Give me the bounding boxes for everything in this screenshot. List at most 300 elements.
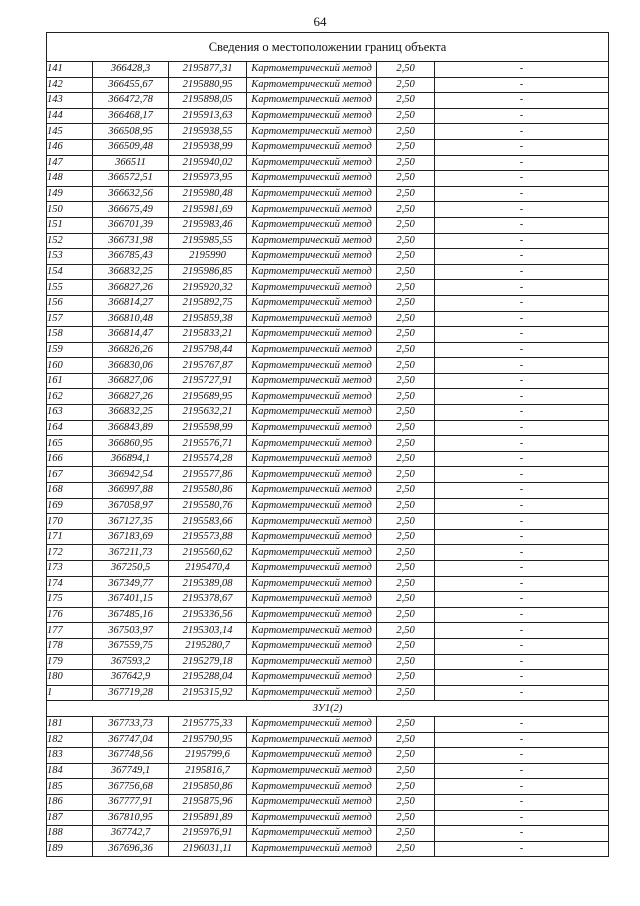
coord-x-cell: 366455,67: [93, 77, 169, 93]
point-number-cell: 177: [47, 623, 93, 639]
description-cell: -: [435, 77, 609, 93]
coord-x-cell: 366894,1: [93, 451, 169, 467]
coord-x-cell: 366572,51: [93, 171, 169, 187]
point-number-cell: 178: [47, 638, 93, 654]
precision-cell: 2,50: [377, 358, 435, 374]
precision-cell: 2,50: [377, 826, 435, 842]
table-row: [47, 716, 609, 732]
description-cell: -: [435, 342, 609, 358]
description-cell: -: [435, 763, 609, 779]
method-cell: Картометрический метод: [247, 108, 377, 124]
table-row: [47, 498, 609, 514]
description-cell: -: [435, 233, 609, 249]
point-number-cell: 167: [47, 467, 93, 483]
point-number-cell: 151: [47, 217, 93, 233]
point-number-cell: 144: [47, 108, 93, 124]
point-number-cell: 181: [47, 716, 93, 732]
method-cell: Картометрический метод: [247, 295, 377, 311]
description-cell: -: [435, 249, 609, 265]
point-number-cell: 174: [47, 576, 93, 592]
coord-x-cell: 367250,5: [93, 561, 169, 577]
point-number-cell: 148: [47, 171, 93, 187]
precision-cell: 2,50: [377, 529, 435, 545]
method-cell: Картометрический метод: [247, 810, 377, 826]
precision-cell: 2,50: [377, 514, 435, 530]
coord-x-cell: 366731,98: [93, 233, 169, 249]
table-row: [47, 436, 609, 452]
coord-y-cell: 2195279,18: [169, 654, 247, 670]
table-row: [47, 576, 609, 592]
method-cell: Картометрический метод: [247, 716, 377, 732]
precision-cell: 2,50: [377, 202, 435, 218]
point-number-cell: 165: [47, 436, 93, 452]
boundary-table: [46, 32, 609, 857]
point-number-cell: 169: [47, 498, 93, 514]
description-cell: -: [435, 576, 609, 592]
point-number-cell: 173: [47, 561, 93, 577]
method-cell: Картометрический метод: [247, 654, 377, 670]
coord-y-cell: 2195378,67: [169, 592, 247, 608]
coord-x-cell: 366511: [93, 155, 169, 171]
coord-x-cell: 367642,9: [93, 670, 169, 686]
table-row: [47, 732, 609, 748]
table-row: [47, 62, 609, 78]
coord-y-cell: 2195560,62: [169, 545, 247, 561]
method-cell: Картометрический метод: [247, 77, 377, 93]
coord-x-cell: 366810,48: [93, 311, 169, 327]
table-row: [47, 389, 609, 405]
coord-x-cell: 366472,78: [93, 93, 169, 109]
table-row: [47, 295, 609, 311]
precision-cell: 2,50: [377, 732, 435, 748]
coord-y-cell: 2195727,91: [169, 373, 247, 389]
precision-cell: 2,50: [377, 623, 435, 639]
coord-x-cell: 366468,17: [93, 108, 169, 124]
coord-y-cell: 2195892,75: [169, 295, 247, 311]
precision-cell: 2,50: [377, 171, 435, 187]
table-row: [47, 186, 609, 202]
description-cell: -: [435, 311, 609, 327]
description-cell: -: [435, 529, 609, 545]
table-row: [47, 420, 609, 436]
coord-y-cell: 2195389,08: [169, 576, 247, 592]
coord-x-cell: 366814,47: [93, 327, 169, 343]
point-number-cell: 159: [47, 342, 93, 358]
coord-x-cell: 367211,73: [93, 545, 169, 561]
point-number-cell: 149: [47, 186, 93, 202]
point-number-cell: 186: [47, 794, 93, 810]
coord-y-cell: 2195767,87: [169, 358, 247, 374]
point-number-cell: 187: [47, 810, 93, 826]
precision-cell: 2,50: [377, 327, 435, 343]
coord-y-cell: 2195990: [169, 249, 247, 265]
description-cell: -: [435, 280, 609, 296]
description-cell: -: [435, 467, 609, 483]
coord-y-cell: 2195980,48: [169, 186, 247, 202]
method-cell: Картометрический метод: [247, 389, 377, 405]
method-cell: Картометрический метод: [247, 794, 377, 810]
method-cell: Картометрический метод: [247, 342, 377, 358]
method-cell: Картометрический метод: [247, 171, 377, 187]
coord-x-cell: 366826,26: [93, 342, 169, 358]
coord-y-cell: 2195875,96: [169, 794, 247, 810]
table-row: [47, 202, 609, 218]
coord-x-cell: 367401,15: [93, 592, 169, 608]
description-cell: -: [435, 592, 609, 608]
precision-cell: 2,50: [377, 264, 435, 280]
coord-y-cell: 2195573,88: [169, 529, 247, 545]
method-cell: Картометрический метод: [247, 311, 377, 327]
table-row: [47, 592, 609, 608]
table-row: [47, 483, 609, 499]
coord-x-cell: 367756,68: [93, 779, 169, 795]
point-number-cell: 160: [47, 358, 93, 374]
point-number-cell: 143: [47, 93, 93, 109]
description-cell: -: [435, 389, 609, 405]
coord-x-cell: 367503,97: [93, 623, 169, 639]
table-row: [47, 748, 609, 764]
precision-cell: 2,50: [377, 576, 435, 592]
coord-y-cell: 2195580,76: [169, 498, 247, 514]
point-number-cell: 155: [47, 280, 93, 296]
precision-cell: 2,50: [377, 186, 435, 202]
page-number: 64: [313, 14, 327, 29]
method-cell: Картометрический метод: [247, 638, 377, 654]
coord-x-cell: 367747,04: [93, 732, 169, 748]
method-cell: Картометрический метод: [247, 264, 377, 280]
coord-y-cell: 2195580,86: [169, 483, 247, 499]
point-number-cell: 154: [47, 264, 93, 280]
precision-cell: 2,50: [377, 373, 435, 389]
description-cell: -: [435, 327, 609, 343]
point-number-cell: 150: [47, 202, 93, 218]
coord-y-cell: 2195583,66: [169, 514, 247, 530]
description-cell: -: [435, 93, 609, 109]
coord-x-cell: 366701,39: [93, 217, 169, 233]
coord-y-cell: 2195470,4: [169, 561, 247, 577]
precision-cell: 2,50: [377, 77, 435, 93]
coord-y-cell: 2195859,38: [169, 311, 247, 327]
coord-x-cell: 367719,28: [93, 685, 169, 701]
coord-y-cell: 2195877,31: [169, 62, 247, 78]
precision-cell: 2,50: [377, 108, 435, 124]
coord-y-cell: 2195689,95: [169, 389, 247, 405]
precision-cell: 2,50: [377, 810, 435, 826]
table-row: [47, 607, 609, 623]
point-number-cell: 1: [47, 685, 93, 701]
precision-cell: 2,50: [377, 155, 435, 171]
section-row: [47, 701, 609, 717]
coord-x-cell: 366830,06: [93, 358, 169, 374]
point-number-cell: 153: [47, 249, 93, 265]
precision-cell: 2,50: [377, 124, 435, 140]
coord-x-cell: 367742,7: [93, 826, 169, 842]
table-row: [47, 217, 609, 233]
table-row: [47, 794, 609, 810]
coord-x-cell: 367593,2: [93, 654, 169, 670]
method-cell: Картометрический метод: [247, 763, 377, 779]
description-cell: -: [435, 670, 609, 686]
point-number-cell: 171: [47, 529, 93, 545]
method-cell: Картометрический метод: [247, 124, 377, 140]
table-row: [47, 358, 609, 374]
point-number-cell: 172: [47, 545, 93, 561]
description-cell: -: [435, 638, 609, 654]
description-cell: -: [435, 139, 609, 155]
table-row: [47, 280, 609, 296]
precision-cell: 2,50: [377, 841, 435, 857]
method-cell: Картометрический метод: [247, 93, 377, 109]
table-row: [47, 561, 609, 577]
description-cell: -: [435, 794, 609, 810]
description-cell: -: [435, 716, 609, 732]
table-row: [47, 514, 609, 530]
coord-y-cell: 2195280,7: [169, 638, 247, 654]
table-row: [47, 342, 609, 358]
precision-cell: 2,50: [377, 638, 435, 654]
precision-cell: 2,50: [377, 545, 435, 561]
table-row: [47, 171, 609, 187]
table-row: [47, 249, 609, 265]
method-cell: Картометрический метод: [247, 623, 377, 639]
precision-cell: 2,50: [377, 93, 435, 109]
method-cell: Картометрический метод: [247, 670, 377, 686]
table-row: [47, 779, 609, 795]
table-title-row: [47, 33, 609, 62]
method-cell: Картометрический метод: [247, 467, 377, 483]
description-cell: -: [435, 264, 609, 280]
method-cell: Картометрический метод: [247, 685, 377, 701]
coord-y-cell: 2195913,63: [169, 108, 247, 124]
description-cell: -: [435, 545, 609, 561]
precision-cell: 2,50: [377, 467, 435, 483]
section-label: ЗУ1(2): [47, 701, 609, 717]
precision-cell: 2,50: [377, 280, 435, 296]
coord-x-cell: 367810,95: [93, 810, 169, 826]
point-number-cell: 157: [47, 311, 93, 327]
method-cell: Картометрический метод: [247, 420, 377, 436]
table-row: [47, 685, 609, 701]
precision-cell: 2,50: [377, 389, 435, 405]
table-title: Сведения о местоположении границ объекта: [47, 33, 609, 62]
coord-y-cell: 2195986,85: [169, 264, 247, 280]
point-number-cell: 176: [47, 607, 93, 623]
method-cell: Картометрический метод: [247, 62, 377, 78]
coord-y-cell: 2195576,71: [169, 436, 247, 452]
coord-y-cell: 2195632,21: [169, 405, 247, 421]
table-row: [47, 529, 609, 545]
precision-cell: 2,50: [377, 139, 435, 155]
method-cell: Картометрический метод: [247, 373, 377, 389]
precision-cell: 2,50: [377, 249, 435, 265]
precision-cell: 2,50: [377, 451, 435, 467]
point-number-cell: 158: [47, 327, 93, 343]
table-row: [47, 233, 609, 249]
point-number-cell: 142: [47, 77, 93, 93]
coord-y-cell: 2195880,95: [169, 77, 247, 93]
coord-x-cell: 366832,25: [93, 264, 169, 280]
point-number-cell: 164: [47, 420, 93, 436]
method-cell: Картометрический метод: [247, 186, 377, 202]
coord-x-cell: 366428,3: [93, 62, 169, 78]
table-row: [47, 264, 609, 280]
precision-cell: 2,50: [377, 670, 435, 686]
precision-cell: 2,50: [377, 794, 435, 810]
method-cell: Картометрический метод: [247, 358, 377, 374]
description-cell: -: [435, 420, 609, 436]
table-row: [47, 93, 609, 109]
precision-cell: 2,50: [377, 436, 435, 452]
method-cell: Картометрический метод: [247, 826, 377, 842]
precision-cell: 2,50: [377, 607, 435, 623]
description-cell: -: [435, 498, 609, 514]
coord-x-cell: 367696,36: [93, 841, 169, 857]
coord-y-cell: 2195336,56: [169, 607, 247, 623]
description-cell: -: [435, 62, 609, 78]
table-row: [47, 124, 609, 140]
coord-y-cell: 2195850,86: [169, 779, 247, 795]
coord-x-cell: 367349,77: [93, 576, 169, 592]
description-cell: -: [435, 826, 609, 842]
table-row: [47, 139, 609, 155]
coord-y-cell: 2195833,21: [169, 327, 247, 343]
coord-y-cell: 2195816,7: [169, 763, 247, 779]
description-cell: -: [435, 623, 609, 639]
point-number-cell: 146: [47, 139, 93, 155]
method-cell: Картометрический метод: [247, 841, 377, 857]
point-number-cell: 183: [47, 748, 93, 764]
coord-y-cell: 2195985,55: [169, 233, 247, 249]
point-number-cell: 184: [47, 763, 93, 779]
coord-x-cell: 367777,91: [93, 794, 169, 810]
method-cell: Картометрический метод: [247, 155, 377, 171]
coord-y-cell: 2195598,99: [169, 420, 247, 436]
method-cell: Картометрический метод: [247, 732, 377, 748]
method-cell: Картометрический метод: [247, 561, 377, 577]
precision-cell: 2,50: [377, 763, 435, 779]
description-cell: -: [435, 155, 609, 171]
coord-x-cell: 367485,16: [93, 607, 169, 623]
table-row: [47, 654, 609, 670]
method-cell: Картометрический метод: [247, 202, 377, 218]
description-cell: -: [435, 732, 609, 748]
coord-y-cell: 2195303,14: [169, 623, 247, 639]
coord-y-cell: 2195973,95: [169, 171, 247, 187]
method-cell: Картометрический метод: [247, 217, 377, 233]
method-cell: Картометрический метод: [247, 576, 377, 592]
description-cell: -: [435, 841, 609, 857]
description-cell: -: [435, 654, 609, 670]
point-number-cell: 163: [47, 405, 93, 421]
method-cell: Картометрический метод: [247, 529, 377, 545]
point-number-cell: 141: [47, 62, 93, 78]
description-cell: -: [435, 607, 609, 623]
precision-cell: 2,50: [377, 405, 435, 421]
table-row: [47, 763, 609, 779]
method-cell: Картометрический метод: [247, 779, 377, 795]
coord-x-cell: 366843,89: [93, 420, 169, 436]
method-cell: Картометрический метод: [247, 607, 377, 623]
coord-x-cell: 366832,25: [93, 405, 169, 421]
description-cell: -: [435, 748, 609, 764]
coord-x-cell: 366675,49: [93, 202, 169, 218]
method-cell: Картометрический метод: [247, 451, 377, 467]
description-cell: -: [435, 217, 609, 233]
coord-x-cell: 366814,27: [93, 295, 169, 311]
coord-y-cell: 2195976,91: [169, 826, 247, 842]
coord-x-cell: 367748,56: [93, 748, 169, 764]
point-number-cell: 185: [47, 779, 93, 795]
point-number-cell: 166: [47, 451, 93, 467]
coord-x-cell: 366827,26: [93, 280, 169, 296]
coord-y-cell: 2195790,95: [169, 732, 247, 748]
point-number-cell: 147: [47, 155, 93, 171]
description-cell: -: [435, 436, 609, 452]
description-cell: -: [435, 171, 609, 187]
description-cell: -: [435, 202, 609, 218]
method-cell: Картометрический метод: [247, 233, 377, 249]
method-cell: Картометрический метод: [247, 748, 377, 764]
description-cell: -: [435, 810, 609, 826]
table-row: [47, 623, 609, 639]
table-row: [47, 373, 609, 389]
point-number-cell: 189: [47, 841, 93, 857]
coord-y-cell: 2195938,55: [169, 124, 247, 140]
table-row: [47, 311, 609, 327]
description-cell: -: [435, 295, 609, 311]
table-row: [47, 451, 609, 467]
precision-cell: 2,50: [377, 420, 435, 436]
precision-cell: 2,50: [377, 592, 435, 608]
coord-x-cell: 366785,43: [93, 249, 169, 265]
point-number-cell: 182: [47, 732, 93, 748]
coord-x-cell: 367127,35: [93, 514, 169, 530]
point-number-cell: 162: [47, 389, 93, 405]
point-number-cell: 161: [47, 373, 93, 389]
precision-cell: 2,50: [377, 748, 435, 764]
description-cell: -: [435, 561, 609, 577]
point-number-cell: 179: [47, 654, 93, 670]
description-cell: -: [435, 451, 609, 467]
coord-y-cell: 2195775,33: [169, 716, 247, 732]
coord-y-cell: 2195288,04: [169, 670, 247, 686]
precision-cell: 2,50: [377, 685, 435, 701]
method-cell: Картометрический метод: [247, 249, 377, 265]
coord-x-cell: 366997,88: [93, 483, 169, 499]
method-cell: Картометрический метод: [247, 327, 377, 343]
precision-cell: 2,50: [377, 498, 435, 514]
coord-y-cell: 2195798,44: [169, 342, 247, 358]
coord-y-cell: 2196031,11: [169, 841, 247, 857]
precision-cell: 2,50: [377, 217, 435, 233]
coord-x-cell: 366508,95: [93, 124, 169, 140]
coord-x-cell: 366860,95: [93, 436, 169, 452]
table-row: [47, 405, 609, 421]
coord-x-cell: 366942,54: [93, 467, 169, 483]
coord-y-cell: 2195940,02: [169, 155, 247, 171]
coord-y-cell: 2195938,99: [169, 139, 247, 155]
method-cell: Картометрический метод: [247, 139, 377, 155]
description-cell: -: [435, 373, 609, 389]
coord-y-cell: 2195574,28: [169, 451, 247, 467]
coord-x-cell: 366509,48: [93, 139, 169, 155]
coord-x-cell: 366827,06: [93, 373, 169, 389]
point-number-cell: 170: [47, 514, 93, 530]
method-cell: Картометрический метод: [247, 405, 377, 421]
description-cell: -: [435, 779, 609, 795]
coord-y-cell: 2195920,32: [169, 280, 247, 296]
description-cell: -: [435, 358, 609, 374]
